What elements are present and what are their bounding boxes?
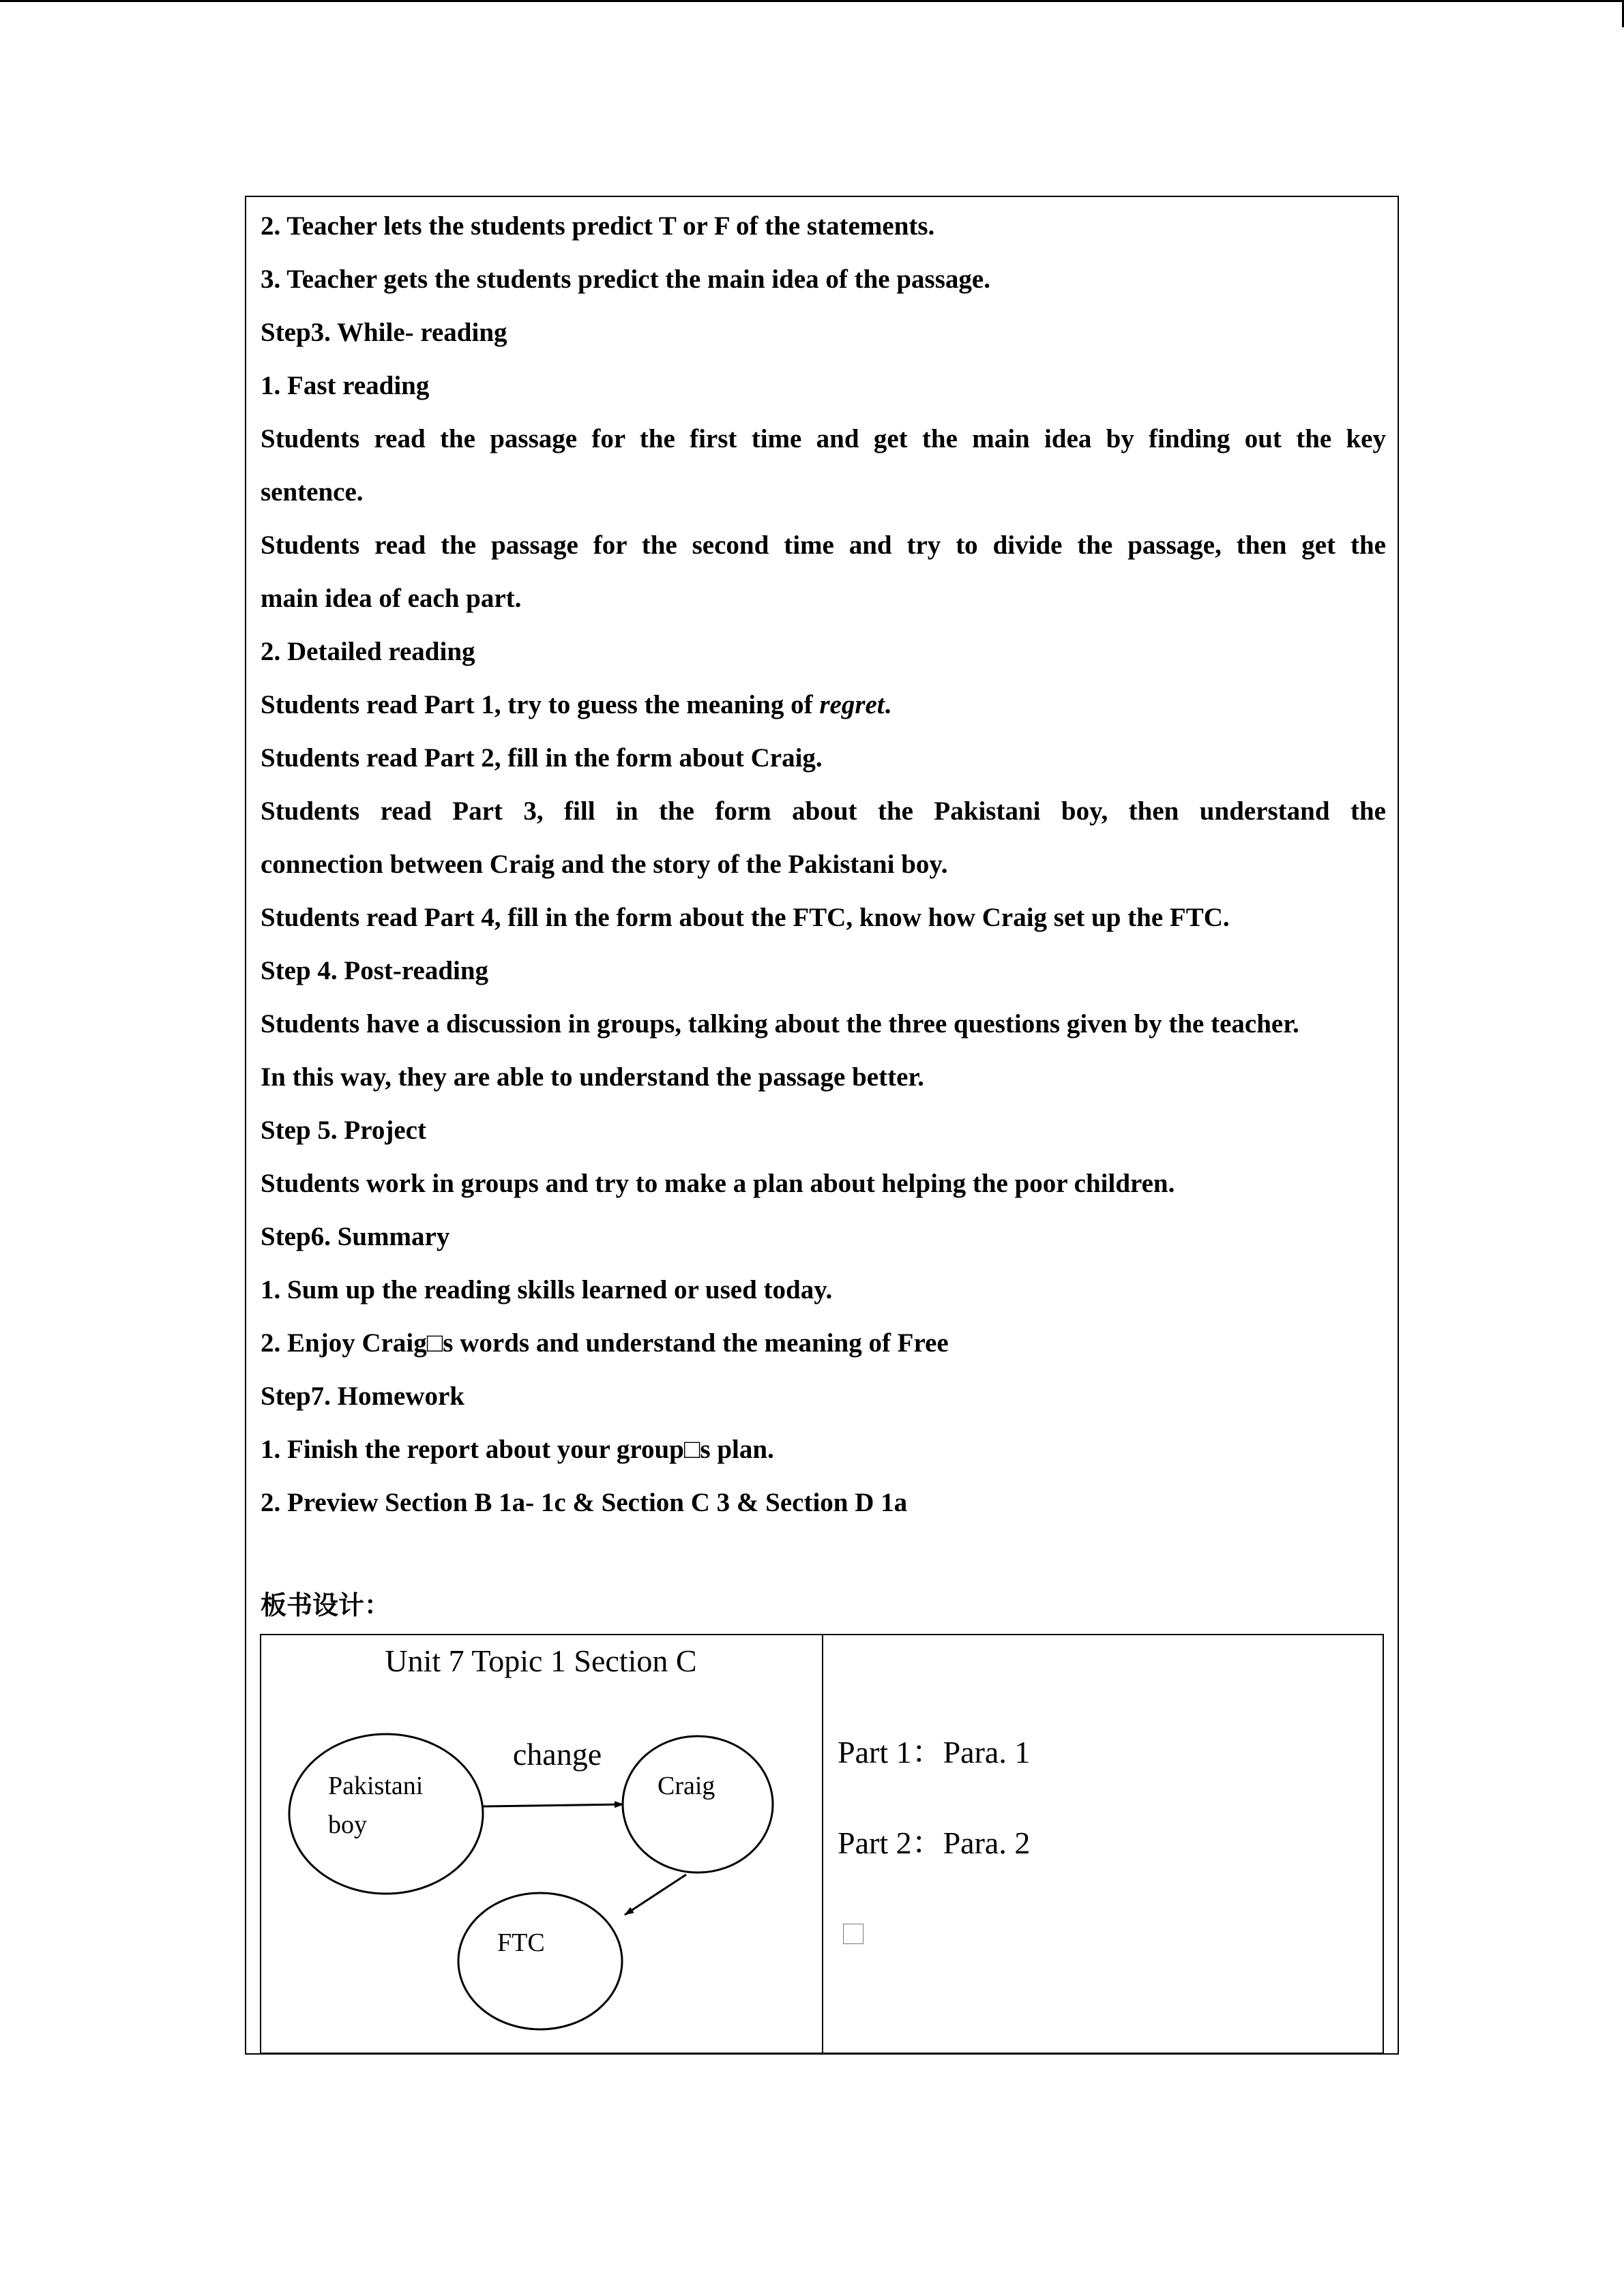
page-top-edge [0,0,1624,2]
lesson-line [261,1327,1386,1360]
board-design-heading: 板书设计： [261,1590,391,1620]
lesson-line-text: 2. Detailed reading [261,637,475,666]
lesson-line [261,263,1386,296]
lesson-line [261,1487,1386,1519]
lesson-line-text: 2. Preview Section B 1a- 1c & Section C 3 & Section D 1a [261,1488,908,1517]
lesson-line-text: 1. Sum up the reading skills learned or used today. [261,1275,833,1304]
craig-to-ftc-arrow [625,1875,686,1915]
pakistani-boy-node [289,1734,483,1894]
lesson-line-text: Students read Part 1, try to guess the meaning of [261,690,820,719]
lesson-line [261,529,1386,562]
pakistani-label: Pakistani [328,1772,424,1800]
lesson-line [261,1167,1386,1200]
change-arrow [483,1804,623,1806]
lesson-line-text: sentence. [261,477,364,507]
lesson-line-text: 1. Fast reading [261,371,430,400]
lesson-line-text: Students read Part 2, fill in the form about Craig. [261,743,823,773]
lesson-line [261,1221,1386,1253]
lesson-line [261,423,1386,456]
lesson-line [261,1008,1386,1041]
lesson-line-text: connection between Craig and the story of the Pakistani boy. [261,850,948,879]
lesson-line-text: Students have a discussion in groups, talking about the three questions given by the teacher. [261,1009,1299,1039]
lesson-line-text: Step6. Summary [261,1222,450,1251]
lesson-line-text: Step3. While- reading [261,318,507,347]
lesson-line [261,1274,1386,1307]
lesson-line-text: 3. Teacher gets the students predict the main idea of the passage. [261,265,990,294]
lesson-line-text: Students read the passage for the second time and try to divide the passage, then get the [261,531,1386,560]
lesson-line-text: main idea of each part. [261,584,522,613]
ftc-label: FTC [497,1928,545,1957]
lesson-line [261,955,1386,987]
lesson-line [261,742,1386,775]
change-label: change [512,1737,602,1772]
board-unit-title: Unit 7 Topic 1 Section C [385,1643,697,1678]
lesson-line-text: Students work in groups and try to make a plan about helping the poor children. [261,1169,1175,1198]
craig-label: Craig [658,1772,715,1800]
lesson-line [261,1380,1386,1413]
lesson-line-suffix: . [884,690,891,719]
lesson-line-text: Students read Part 3, fill in the form about the Pakistani boy, then understand the [261,796,1386,826]
part1-para: Part 1：Para. 1 [838,1735,1031,1770]
lesson-line [261,636,1386,668]
placeholder-box-icon [843,1924,863,1944]
part2-para: Part 2：Para. 2 [838,1825,1031,1860]
lesson-line [261,795,1386,828]
lesson-line [261,1061,1386,1094]
lesson-line [261,210,1386,243]
lesson-line [261,582,1386,615]
blackboard-design-table [260,1634,1384,2054]
lesson-line [261,689,1386,721]
lesson-line-text: In this way, they are able to understand the passage better. [261,1062,924,1092]
lesson-line [261,1433,1386,1466]
lesson-line-italic: regret [819,690,885,719]
board-column-divider [822,1635,823,2053]
lesson-line-text: Step7. Homework [261,1382,464,1411]
lesson-line-text: 2. Teacher lets the students predict T or F of the statements. [261,211,935,241]
lesson-line-text: Step 4. Post-reading [261,956,489,985]
lesson-line-text: Students read Part 4, fill in the form about the FTC, know how Craig set up the FTC. [261,903,1230,932]
lesson-line [261,1114,1386,1147]
lesson-line [261,901,1386,934]
lesson-line [261,316,1386,349]
ftc-node [458,1893,622,2029]
lesson-line [261,370,1386,402]
lesson-line [261,848,1386,881]
lesson-line-text: 2. Enjoy Craig□s words and understand the meaning of Free [261,1328,949,1358]
lesson-line [261,476,1386,509]
board-diagram [261,1635,822,2053]
boy-label: boy [328,1810,367,1839]
lesson-line-text: Step 5. Project [261,1116,426,1145]
lesson-line-text: 1. Finish the report about your group□s plan. [261,1435,774,1464]
craig-node [623,1736,773,1873]
lesson-line-text: Students read the passage for the first time and get the main idea by finding out the key [261,424,1386,453]
